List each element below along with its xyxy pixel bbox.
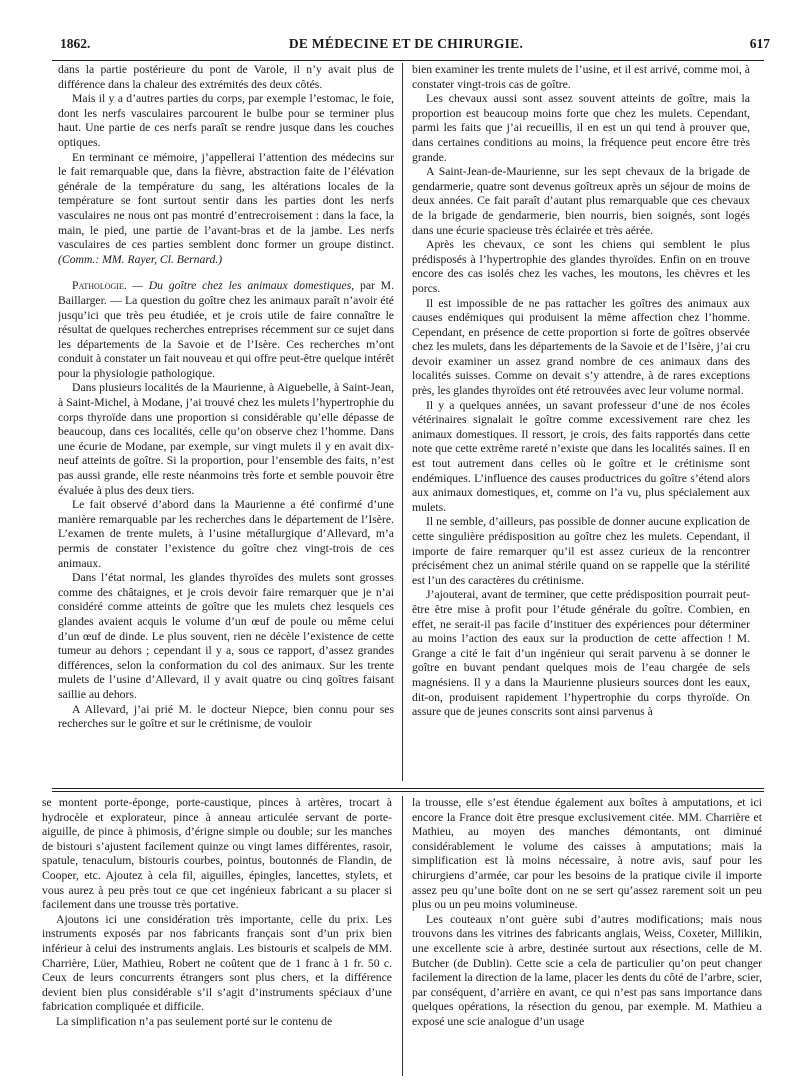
- paragraph: Après les chevaux, ce sont les chiens qui semblent le plus prédisposés à l’hypertrophie des glandes thyroïdes. Enfin on en trouve encore des cas isolés chez les vaches, les moutons, les chèvres et les porcs.: [412, 238, 750, 295]
- paragraph: Dans plusieurs localités de la Maurienne, à Aiguebelle, à Saint-Jean, à Saint-Michel, à Modane, j’ai trouvé chez les mulets l’hypertrophie du corps thyroïde dans une proportion si considérable qu’elle dépasse de beaucoup, dans ces localités, celle qu’on observe chez l’homme. Dans une écurie de Modane, par exemple, sur vingt mulets il y en avait dix-neuf atteints de goître. Si la proportion, pour l’ensemble des faits, n’est pas aussi grande, elle reste néanmoins très forte et semble pouvoir être évaluée à plus des deux tiers.: [58, 381, 394, 497]
- paragraph: Dans l’état normal, les glandes thyroïdes des mulets sont grosses comme des châtaignes, et je crois devoir faire remarquer que je n’ai considéré comme atteints de goître que les mulets chez lesquels ces glandes avaient acquis le volume d’un œuf de poule ou même celui d’un œuf de dinde. Le plus souvent, rien ne décèle l’existence de cette tumeur au dehors ; cependant il y a, sous ce rapport, d’assez grandes différences, selon la conformation du col des animaux. Sur les trente mulets de l’usine d’Allevard, il y avait quatre ou cinq goîtres faisant saillie au dehors.: [58, 571, 394, 701]
- paragraph: J’ajouterai, avant de terminer, que cette prédisposition pourrait peut-être être mise à profit pour l’étude générale du goître. Combien, en effet, ne serait-il pas facile d’instituer des expériences pour déterminer au moins l’action des eaux sur la production de cette affection ! M. Grange a cité le fait d’un ingénieur qui serait parvenu à se donner le goître en buvant pendant quelques mois de l’eau chargée de sels magnésiens. Il y a dans la Maurienne plusieurs sources dont les eaux, dit-on, produisent rapidement l’hypertrophie du corps thyroïde. On assure que de jeunes conscrits sont ainsi parvenus à: [412, 588, 750, 719]
- paragraph: La simplification n’a pas seulement porté sur le contenu de: [56, 1014, 333, 1028]
- paragraph: dans la partie postérieure du pont de Varole, il n’y avait plus de différence dans la chaleur des extrémités des deux côtés.: [58, 63, 394, 91]
- column-bottom-left: [42, 796, 392, 1076]
- header-rule: [52, 60, 764, 61]
- paragraph: A Saint-Jean-de-Maurienne, sur les sept chevaux de la brigade de gendarmerie, quatre sont devenus goîtreux après un séjour de moins de deux années. Ce fait paraît d’autant plus remarquable que ces chevaux de la brigade de gendarmerie, bien nourris, bien soignés, sont logés dans une écurie spacieuse très éclairée et très aérée.: [412, 165, 750, 237]
- paragraph: Ajoutons ici une considération très importante, celle du prix. Les instruments exposés par nos fabricants français sont d’un prix bien inférieur à celui des instruments anglais. Les bistouris et scalpels de MM. Charrière, Lüer, Mathieu, Robert ne coûtent que de 1 franc à 1 fr. 50 c. Ceux de leurs concurrents étrangers sont plus chers, et la différence devient bien plus considérable s’il s’agit d’instruments spéciaux d’une fabrication compliquée et difficile.: [42, 912, 392, 1014]
- paragraph: Les couteaux n’ont guère subi d’autres modifications; mais nous trouvons dans les vitrines des fabricants anglais, Weiss, Coxeter, Millikin, une excellente scie à arbre, destinée surtout aux résections, celle de M. Butcher (de Dublin). Cette scie a cela de particulier qu’on peut changer facilement la direction de la lame, placer les dents du côté de l’arbre, scier, par conséquent, d’arrière en avant, ce qui n’est pas sans importance dans quelques opérations, la résection du genou, par exemple. M. Mathieu a exposé une scie analogue d’un usage: [412, 912, 762, 1028]
- section-label: Pathologie.: [72, 279, 127, 293]
- paragraph: A Allevard, j’ai prié M. le docteur Niepce, bien connu pour ses recherches sur le goître et sur le crétinisme, de vouloir: [58, 702, 394, 731]
- article-author: par M. Baillarger.: [58, 279, 394, 307]
- column-top-right: [412, 63, 750, 781]
- paragraph: se montent porte-éponge, porte-caustique, pinces à artères, trocart à hydrocèle et explorateur, pince à anneau articulée servant de porte-aiguille, de pince à phimosis, d’érigne simple ou double; sur les manches de bistouri s’ajustent facilement quinze ou vingt lames différentes, rasoir, spatule, tenaculum, bistouris courbes, pointus, boutonnés de Flandin, de Cooper, etc. Ajoutez à cela fil, aiguilles, épingles, lancettes, stylets, et vous aurez à peu près tout ce que cet ingénieux fabricant a su placer si facilement dans une trousse très portative.: [42, 796, 392, 912]
- column-divider: [402, 796, 403, 1076]
- paragraph: Il y a quelques années, un savant professeur d’une de nos écoles vétérinaires signalait le goître comme excessivement rare chez les animaux domestiques. Il ressort, je crois, des faits rapportés dans cette note que cette extrême rareté n’existe que dans les localités saines. Il en est tout autrement dans celles où le goître et le crétinisme sont endémiques. L’influence des causes productrices du goître s’étend alors aux animaux domestiques, et, comme on l’a vu, plus spécialement aux mulets.: [412, 398, 750, 514]
- commission-note: (Comm.: MM. Rayer, Cl. Bernard.): [58, 252, 223, 266]
- paragraph: bien examiner les trente mulets de l’usine, et il est arrivé, comme moi, à constater vingt-trois cas de goître.: [412, 63, 750, 91]
- column-top-left: [58, 63, 394, 781]
- header-title: DE MÉDECINE ET DE CHIRURGIE.: [288, 36, 524, 51]
- section-rule: [52, 791, 764, 792]
- page-number: 617: [749, 36, 770, 51]
- paragraph-pathologie: [58, 279, 394, 381]
- article-title: — Du goître chez les animaux domestiques,: [132, 279, 355, 293]
- paragraph: Mais il y a d’autres parties du corps, par exemple l’estomac, le foie, dont les nerfs vasculaires parcourent le bulbe pour se terminer plus haut. Une partie de ces nerfs paraît se rendre jusque dans les couches optiques.: [58, 92, 394, 149]
- header-year: 1862.: [60, 36, 91, 51]
- page-header: [42, 36, 770, 56]
- section-rule: [52, 788, 764, 789]
- paragraph-text: — La question du goître chez les animaux paraît n’avoir été jusqu’ici que très peu étudiée, et je crois utile de faire connaître le résultat de quelques recherches entreprises récemment sur ce sujet dans les départements de la Savoie et de l’Isère. Ces recherches m’ont conduit à constater un fait nouveau et qui offre peut-être quelque intérêt pour la physiologie pathologique.: [58, 293, 394, 380]
- paragraph-text: En terminant ce mémoire, j’appellerai l’attention des médecins sur le fait remarquable que, dans la fièvre, abstraction faite de l’élévation générale de la température du sang, les altérations locales de la température se font surtout sentir dans les parties dont les nerfs vasculaires ne nous ont pas montré d’entrecroisement : dans la face, la main, le pied, une partie de l’avant-bras et de la jambe. Les nerfs vasculaires de ces parties semblent donc former un groupe distinct.: [58, 150, 394, 252]
- column-divider: [402, 63, 403, 781]
- paragraph: Il ne semble, d’ailleurs, pas possible de donner aucune explication de cette singulière prédisposition au goître chez les mulets. Cependant, il importe de faire remarquer qu’il est assez curieux de la rencontrer précisément chez un animal stérile quand on se rappelle que la stérilité est l’un des caractères du crétinisme.: [412, 515, 750, 587]
- paragraph: la trousse, elle s’est étendue également aux boîtes à amputations, et ici encore la France doit être presque exclusivement citée. MM. Charrière et Mathieu, au moyen des manches démontants, ont diminué considérablement le volume des caisses à amputations; mais la simplification est là moins nécessaire, à notre avis, sauf pour les chirurgiens d’armée, car pour les besoins de la pratique civile il importe assez peu qu’une boîte dont on ne se sert qu’assez rarement soit un peu plus ou un peu moins volumineuse.: [412, 796, 762, 912]
- paragraph: Il est impossible de ne pas rattacher les goîtres des animaux aux causes endémiques qui produisent la même affection chez l’homme. Cependant, en présence de cette proportion si forte de goîtres observée chez les mulets, dans les départements de la Savoie et de l’Isère, j’ai cru devoir examiner un assez grand nombre de ces animaux dans des localités suisses. Comme on devait s’y attendre, à de rares exceptions près, les glandes thyroïdes ont été retrouvées avec leur volume normal.: [412, 296, 750, 398]
- paragraph: Le fait observé d’abord dans la Maurienne a été confirmé d’une manière remarquable par les recherches dans le département de l’Isère. L’examen de trente mulets, à l’usine métallurgique d’Allevard, m’a permis de constater l’existence du goître chez vingt-trois de ces animaux.: [58, 498, 394, 570]
- paragraph: [58, 151, 394, 268]
- column-bottom-right: [412, 796, 762, 1076]
- paragraph: Les chevaux aussi sont assez souvent atteints de goître, mais la proportion est beaucoup moins forte que chez les mulets. Cependant, parmi les faits que j’ai recueillis, il en est un qui tend à prouver que, dans certaines conditions au moins, la fréquence peut encore être très grande.: [412, 92, 750, 164]
